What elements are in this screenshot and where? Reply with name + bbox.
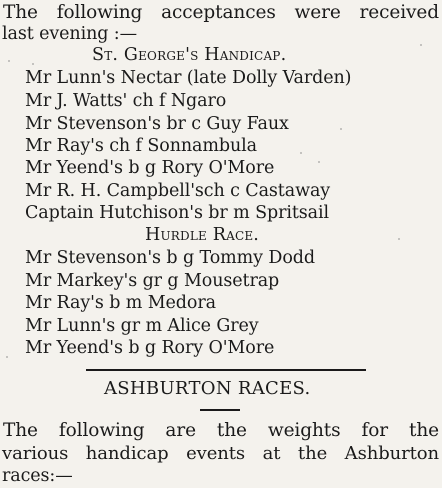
intro-line-1: The following acceptances were received (3, 2, 439, 23)
intro-line-2: last evening :— (2, 24, 138, 44)
hurdle-entry-5: Mr Yeend's b g Rory O'More (25, 338, 275, 358)
print-speck (398, 238, 400, 240)
st-georges-entry-4: Mr Ray's ch f Sonnambula (25, 136, 257, 156)
st-georges-entry-5: Mr Yeend's b g Rory O'More (25, 158, 275, 178)
hurdle-entry-3: Mr Ray's b m Medora (25, 293, 216, 313)
st-georges-entry-6: Mr R. H. Campbell'sch c Castaway (25, 181, 331, 201)
print-speck (8, 60, 10, 62)
hurdle-entry-2: Mr Markey's gr g Mousetrap (25, 271, 280, 291)
print-speck (300, 152, 302, 154)
print-speck (6, 356, 8, 358)
print-speck (340, 128, 342, 130)
ashburton-line-2: various handicap events at the Ashburton (2, 443, 439, 464)
st-georges-entry-2: Mr J. Watts' ch f Ngaro (25, 91, 227, 111)
st-georges-entry-1: Mr Lunn's Nectar (late Dolly Varden) (25, 68, 352, 88)
print-speck (318, 161, 320, 163)
section-divider (86, 369, 366, 371)
ashburton-line-1: The following are the weights for the (3, 420, 439, 441)
st-georges-heading: St. George's Handicap. (92, 45, 287, 65)
print-speck (420, 44, 422, 46)
print-speck (32, 63, 34, 65)
hurdle-entry-1: Mr Stevenson's b g Tommy Dodd (25, 248, 315, 268)
st-georges-entry-3: Mr Stevenson's br c Guy Faux (25, 114, 289, 134)
hurdle-heading: Hurdle Race. (145, 225, 260, 245)
st-georges-entry-7: Captain Hutchison's br m Spritsail (25, 203, 329, 223)
short-divider (200, 409, 240, 411)
ashburton-line-3: races:— (2, 466, 73, 486)
hurdle-entry-4: Mr Lunn's gr m Alice Grey (25, 316, 259, 336)
ashburton-heading: ASHBURTON RACES. (104, 378, 311, 399)
